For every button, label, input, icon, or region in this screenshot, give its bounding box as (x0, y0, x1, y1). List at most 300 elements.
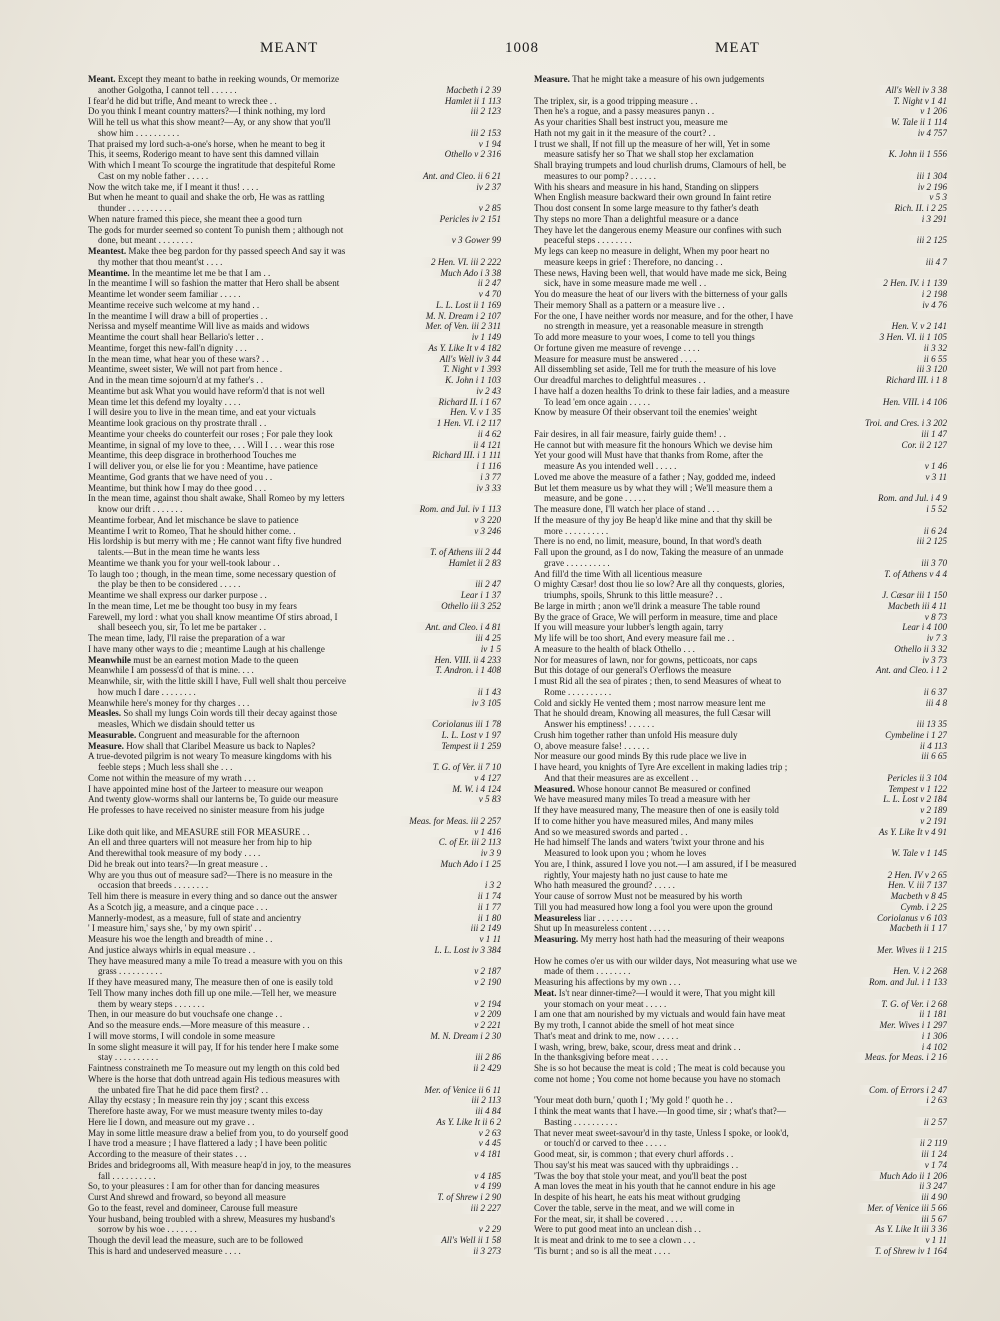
play-reference: Coriolanus v 6 103 (867, 913, 947, 924)
play-reference: T. Night v 1 393 (433, 364, 501, 375)
quotation-text: To lead 'em once again . . . . . (544, 396, 651, 407)
concordance-line (88, 708, 501, 719)
quotation-text: In the thanksgiving before meat . . . . (534, 1052, 668, 1063)
quotation-text: Rome . . . . . . . . . . (544, 686, 612, 697)
play-reference: All's Well ii 1 58 (431, 1235, 501, 1246)
headword: Meant. (88, 74, 116, 84)
concordance-line (534, 1203, 947, 1214)
quotation-text: If they have measured many, The measure then of one is easily told (534, 805, 779, 815)
play-reference: iii 4 84 (465, 1106, 501, 1117)
concordance-line (88, 880, 501, 891)
concordance-line (88, 246, 501, 257)
quotation-text: show him . . . . . . . . . . (98, 127, 180, 138)
quotation-text: Brides and bridegrooms all, With measure heap'd in joy, to the measures (88, 1159, 351, 1170)
quotation-text: I trust we shall, If not fill up the measure of her will, Yet in some (534, 138, 770, 149)
quotation-text: But this dotage of our general's O'erflows the measure (534, 665, 732, 676)
concordance-line (534, 1192, 947, 1203)
play-reference: L. L. Lost iv 3 384 (425, 945, 501, 956)
concordance-line (534, 375, 947, 386)
concordance-line (88, 676, 501, 687)
concordance-line (534, 1171, 947, 1182)
concordance-line (88, 472, 501, 483)
play-reference: Much Ado ii 1 206 (869, 1171, 947, 1182)
quotation-text: Congruent and measurable for the afternoon (138, 729, 300, 740)
concordance-line (534, 880, 947, 891)
quotation-text: If they have measured many, The measure then of one is easily told (88, 977, 333, 987)
concordance-line (534, 579, 947, 590)
play-reference: T. of Shrew i 2 90 (427, 1192, 501, 1203)
quotation-text: And so the measure ends.—More measure of this measure . . (88, 1020, 310, 1030)
concordance-line (88, 569, 501, 580)
quotation-text: But let them measure us by what they will ; We'll measure them a (534, 482, 773, 493)
quotation-text: In the mean time, what hear you of these wars? . . (88, 353, 269, 364)
play-reference: Rich. II. i 2 25 (884, 203, 947, 214)
play-reference: Tempest ii 1 259 (431, 741, 501, 752)
concordance-line (534, 257, 947, 268)
concordance-line (534, 418, 947, 429)
concordance-line (88, 375, 501, 386)
quotation-text: This, it seems, Roderigo meant to have sent this damned villain (88, 149, 319, 160)
concordance-line (534, 698, 947, 709)
concordance-line (88, 1052, 501, 1063)
quotation-text: He professes to have received no sinister measure from his judge (88, 805, 325, 815)
concordance-line (88, 1171, 501, 1182)
play-reference: Cymbeline i 1 27 (875, 730, 947, 741)
play-reference: v 4 70 (469, 289, 501, 300)
play-reference: Richard III. i 1 8 (876, 375, 947, 386)
play-reference: All's Well iv 3 44 (430, 354, 501, 365)
concordance-line (534, 483, 947, 494)
play-reference: W. Tale ii 1 114 (881, 117, 947, 128)
quotation-text: more . . . . . . . . . . (544, 525, 609, 536)
concordance-line (534, 569, 947, 580)
running-header (90, 40, 910, 64)
quotation-text: I think the meat wants that I have.—In good time, sir ; what's that?— (534, 1106, 786, 1116)
concordance-line (534, 590, 947, 601)
quotation-text: Or fortune given me measure of revenge . . . . (534, 342, 700, 353)
concordance-line (88, 719, 501, 730)
play-reference: Othello ii 3 32 (884, 644, 947, 655)
quotation-text: Meanwhile, sir, with the little skill I have, Full well shalt thou perceive (88, 676, 346, 686)
play-reference: iii 2 86 (465, 1052, 501, 1063)
play-reference: Meas. for Meas. iii 2 257 (399, 816, 501, 827)
concordance-line (88, 1106, 501, 1117)
concordance-line (88, 300, 501, 311)
quotation-text: them by weary steps . . . . . . . (98, 998, 205, 1009)
concordance-line (88, 848, 501, 859)
play-reference: v 4 45 (469, 1138, 501, 1149)
play-reference: T. of Athens v 4 4 (874, 569, 947, 580)
quotation-text: To laugh too ; though, in the mean time, some necessary question of (88, 568, 336, 579)
concordance-line (88, 1117, 501, 1128)
play-reference: As Y. Like It ii 6 2 (426, 1117, 501, 1128)
play-reference: Macbeth i 2 39 (436, 85, 501, 96)
quotation-text: Loved me above the measure of a father ; Nay, godded me, indeed (534, 471, 776, 482)
quotation-text: And in the mean time sojourn'd at my father's . . (88, 375, 264, 385)
quotation-text: grave . . . . . . . . . . (544, 557, 610, 568)
headword: Measuring. (534, 934, 579, 944)
concordance-line (534, 289, 947, 300)
play-reference: ii 2 119 (910, 1138, 947, 1149)
quotation-text: As your charities Shall best instruct you, measure me (534, 117, 728, 127)
concordance-line (88, 805, 501, 816)
quotation-text: I will deliver you, or else lie for you : Meantime, have patience (88, 461, 318, 471)
play-reference: v 5 3 (919, 192, 947, 203)
concordance-line (88, 85, 501, 96)
concordance-line (534, 708, 947, 719)
play-reference: ii 3 32 (914, 343, 947, 354)
quotation-text: come not home ; You come not home because you have no stomach (534, 1073, 781, 1084)
quotation-text: Where is the horse that doth untread again His tedious measures with (88, 1073, 340, 1084)
quotation-text: When nature framed this piece, she meant thee a good turn (88, 213, 302, 224)
concordance-line (534, 332, 947, 343)
concordance-line (534, 386, 947, 397)
quotation-text: And so we measured swords and parted . . (534, 826, 688, 837)
concordance-line (534, 1214, 947, 1225)
headword: Measure. (88, 740, 124, 751)
concordance-line (534, 1246, 947, 1257)
quotation-text: In the meantime I will draw a bill of properties . . (88, 310, 268, 321)
concordance-line (534, 472, 947, 483)
quotation-text: Be large in mirth ; anon we'll drink a measure The table round (534, 600, 761, 611)
concordance-line (88, 698, 501, 709)
quotation-text: Shall braying trumpets and loud churlish drums, Clamours of hell, be (534, 160, 787, 170)
play-reference: W. Tale v 1 145 (881, 848, 947, 859)
quotation-text: how much I dare . . . . . . . . (98, 686, 196, 697)
quotation-text: Meantime look gracious on thy prostrate thrall . . (88, 418, 267, 428)
concordance-line (88, 923, 501, 934)
concordance-line (88, 418, 501, 429)
play-reference: iii 2 123 (461, 106, 501, 117)
quotation-text: Do you think I meant country matters?—I think nothing, my lord (88, 106, 326, 117)
quotation-text: the play be then to be considered . . . . . (98, 579, 241, 590)
quotation-text: I have many other ways to die ; meantime Laugh at his challenge (88, 643, 325, 654)
concordance-line (534, 784, 947, 795)
concordance-line (88, 1009, 501, 1020)
concordance-line (88, 1203, 501, 1214)
quotation-text: I am one that am nourished by my victuals and would fain have meat (534, 1009, 786, 1020)
quotation-text: A man loves the meat in his youth that he cannot endure in his age (534, 1181, 776, 1192)
concordance-line (88, 988, 501, 999)
play-reference: Pericles ii 3 104 (877, 773, 947, 784)
play-reference: T. of Athens iii 2 44 (420, 547, 501, 558)
quotation-text: thunder . . . . . . . . . . (98, 203, 172, 213)
concordance-line (534, 1095, 947, 1106)
quotation-text: Measure his woe the length and breadth of mine . . (88, 934, 273, 944)
concordance-line (88, 192, 501, 203)
concordance-line (88, 321, 501, 332)
play-reference: 2 Hen. IV. i 1 139 (873, 278, 947, 289)
play-reference: v 8 73 (915, 612, 947, 623)
play-reference: Mer. Wives i 1 297 (870, 1020, 947, 1031)
play-reference: Com. of Errors i 2 47 (859, 1085, 947, 1096)
quotation-text: And fill'd the time With all licentious measure (534, 568, 703, 579)
play-reference: ii 4 121 (463, 440, 501, 451)
play-reference: J. Cæsar iii 1 150 (872, 590, 947, 601)
play-reference: ii 6 24 (914, 526, 947, 537)
concordance-line (534, 966, 947, 977)
play-reference: v 4 127 (464, 773, 501, 784)
concordance-line (88, 741, 501, 752)
quotation-text: Meanwhile here's money for thy charges . . . (88, 697, 250, 708)
play-reference: v 1 74 (915, 1160, 947, 1171)
concordance-line (534, 139, 947, 150)
concordance-line (534, 504, 947, 515)
quotation-text: 'Your meat doth burn,' quoth I ; 'My gold !' quoth he . . (534, 1095, 733, 1106)
quotation-text: That's meat and drink to me, now . . . . . (534, 1030, 679, 1041)
concordance-line (88, 117, 501, 128)
concordance-line (534, 1224, 947, 1235)
quotation-text: Shut up In measureless content . . . . . (534, 923, 670, 934)
play-reference: ii 4 113 (910, 741, 947, 752)
concordance-line (88, 106, 501, 117)
concordance-line (88, 913, 501, 924)
play-reference: Hen. VIII. ii 4 233 (424, 655, 501, 666)
quotation-text: Meanwhile I am possess'd of that is mine. . . . (88, 665, 254, 676)
concordance-line (534, 85, 947, 96)
quotation-text: Thou dost consent In some large measure to thy father's death (534, 203, 759, 213)
quotation-text: When English measure backward their own ground In faint retire (534, 192, 772, 203)
play-reference: iii 2 47 (465, 579, 501, 590)
quotation-text: Till you had measured how long a fool you were upon the ground (534, 901, 773, 912)
quotation-text: grass . . . . . . . . . . (98, 966, 163, 977)
quotation-text: or touch'd or carved to thee . . . . . (544, 1138, 667, 1149)
quotation-text: In the mean time, Let me be thought too busy in my fears (88, 600, 297, 611)
play-reference: iv 7 3 (917, 633, 947, 644)
concordance-line (88, 96, 501, 107)
concordance-line (534, 321, 947, 332)
quotation-text: O, above measure false! . . . . . . (534, 740, 650, 751)
play-reference: v 3 11 (915, 472, 947, 483)
quotation-text: Good meat, sir, is common ; that every churl affords . . (534, 1149, 734, 1159)
quotation-text: Meantime, sweet sister, We will not part from hence . (88, 364, 283, 375)
headword: Measurable. (88, 729, 137, 740)
quotation-text: Nor for measures of lawn, nor for gowns, petticoats, nor caps (534, 654, 757, 665)
play-reference: v 2 187 (464, 966, 501, 977)
concordance-line (88, 622, 501, 633)
quotation-text: Farewell, my lord : what you shall know meantime Of stirs abroad, I (88, 611, 338, 622)
quotation-text: They have measured many a mile To tread a measure with you on this (88, 955, 343, 966)
play-reference: Troi. and Cres. i 3 202 (855, 418, 947, 429)
play-reference: iii 1 24 (911, 1149, 947, 1160)
play-reference: v 2 63 (469, 1128, 501, 1139)
quotation-text: I will move storms, I will condole in some measure (88, 1030, 275, 1041)
quotation-text: Meantime let wonder seem familiar . . . . . (88, 289, 241, 299)
quotation-text: Like doth quit like, and MEASURE still FOR MEASURE . . (88, 826, 310, 837)
concordance-line (88, 547, 501, 558)
quotation-text: Meantime we shall express our darker purpose . . (88, 590, 267, 600)
concordance-line (534, 762, 947, 773)
concordance-line (534, 160, 947, 171)
play-reference: Othello iii 3 252 (431, 601, 501, 612)
concordance-line (534, 1106, 947, 1117)
quotation-text: To add more measure to your woes, I come to tell you things (534, 332, 755, 342)
concordance-line (534, 1085, 947, 1096)
play-reference: v 2 221 (464, 1020, 501, 1031)
play-reference: Othello v 2 316 (435, 149, 501, 160)
concordance-line (88, 999, 501, 1010)
concordance-line (534, 816, 947, 827)
quotation-text: 'Twas the boy that stole your meat, and you'll beat the post (534, 1170, 747, 1181)
quotation-text: By the grace of Grace, We will perform in measure, time and place (534, 611, 778, 622)
concordance-line (534, 1149, 947, 1160)
quotation-text: O mighty Cæsar! dost thou lie so low? Are all thy conquests, glories, (534, 579, 785, 590)
quotation-text: thy mother that thou meant'st . . . . (98, 256, 223, 267)
concordance-line (534, 429, 947, 440)
concordance-line (88, 268, 501, 279)
quotation-text: rightly, Your majesty hath no just cause to hate me (544, 869, 728, 880)
quotation-text: Make thee beg pardon for thy passed speech And say it was (128, 246, 346, 256)
play-reference: Mer. Wives ii 1 215 (867, 945, 947, 956)
right-column (534, 74, 947, 1257)
concordance-line (88, 74, 501, 85)
quotation-text: For the meat, sir, it shall be covered . . . . (534, 1213, 683, 1224)
concordance-line (88, 837, 501, 848)
quotation-text: Fair desires, in all fair measure, fairly guide them! . . (534, 428, 726, 439)
play-reference: v 2 191 (910, 816, 947, 827)
quotation-text: Their memory Shall as a pattern or a measure live . . (534, 299, 725, 310)
concordance-line (88, 945, 501, 956)
play-reference: v 1 11 (469, 934, 501, 945)
play-reference: Cor. ii 2 127 (892, 440, 947, 451)
play-reference: iii 13 35 (907, 719, 947, 730)
quotation-text: Cast on my noble father . . . . . (98, 170, 209, 181)
quotation-text: And twenty glow-worms shall our lanterns be, To guide our measure (88, 794, 338, 805)
play-reference: 3 Hen. VI. ii 1 105 (870, 332, 947, 343)
quotation-text: And justice always whirls in equal measure . . (88, 944, 256, 955)
play-reference: iii 4 90 (911, 1192, 947, 1203)
quotation-text: Go to the feast, revel and domineer, Carouse full measure (88, 1202, 298, 1213)
play-reference: v 1 11 (915, 1235, 947, 1246)
play-reference: Hen. VIII. i 4 106 (873, 397, 947, 408)
headword: Measured. (534, 783, 576, 794)
play-reference: Mer. of Ven. iii 2 311 (416, 321, 501, 332)
play-reference: i 5 52 (916, 504, 947, 515)
play-reference: Richard III. i 1 111 (422, 450, 501, 461)
play-reference: M. W. i 4 124 (442, 784, 501, 795)
play-reference: ii 1 43 (468, 687, 501, 698)
quotation-text: Cover the table, serve in the meat, and we will come in (534, 1202, 735, 1213)
play-reference: M. N. Dream i 2 30 (420, 1031, 501, 1042)
concordance-line (88, 504, 501, 515)
concordance-line (88, 891, 501, 902)
quotation-text: measles, Which we disdain should tetter us (98, 719, 255, 729)
quotation-text: Meantime, but think how I may do thee good . . . (88, 482, 267, 493)
quotation-text: Curst And shrewd and froward, so beyond all measure (88, 1192, 286, 1202)
concordance-line (88, 493, 501, 504)
concordance-line (88, 257, 501, 268)
concordance-line (534, 558, 947, 569)
concordance-line (88, 1042, 501, 1053)
page-number: 1008 (505, 40, 539, 56)
play-reference: i 1 306 (912, 1031, 947, 1042)
play-reference: Macbeth iii 4 11 (878, 601, 947, 612)
concordance-line (88, 364, 501, 375)
concordance-line (88, 160, 501, 171)
play-reference: v 4 181 (464, 1149, 501, 1160)
play-reference: iv 2 43 (466, 386, 501, 397)
quotation-text: With his shears and measure in his hand, Standing on slippers (534, 181, 759, 192)
concordance-line (88, 450, 501, 461)
quotation-text: As a Scotch jig, a measure, and a cinque pace . . . (88, 901, 268, 912)
headword: Measles. (88, 708, 122, 719)
concordance-line (534, 407, 947, 418)
quotation-text: He had himself The lands and waters 'twixt your throne and his (534, 837, 765, 848)
concordance-line (534, 278, 947, 289)
concordance-line (534, 246, 947, 257)
quotation-text: Fall upon the ground, as I do now, Taking the measure of an unmade (534, 547, 784, 557)
concordance-line (534, 956, 947, 967)
concordance-line (88, 1160, 501, 1171)
quotation-text: Measured to look upon you ; whom he loves (544, 848, 707, 858)
concordance-line (534, 192, 947, 203)
quotation-text: That praised my lord such-a-one's horse, when he meant to beg it (88, 138, 325, 149)
quotation-text: If the measure of thy joy Be heap'd like mine and that thy skill be (534, 514, 773, 525)
quotation-text: Did he break out into tears?—In great measure . . (88, 858, 268, 869)
concordance-line (88, 665, 501, 676)
concordance-line (534, 902, 947, 913)
quotation-text: You do measure the heat of our livers with the bitterness of your galls (534, 289, 788, 299)
play-reference: iv 3 33 (466, 483, 501, 494)
concordance-line (88, 289, 501, 300)
concordance-line (534, 526, 947, 537)
concordance-line (534, 870, 947, 881)
quotation-text: Meantime, in signal of my love to thee, . . . Will I . . . wear this rose (88, 439, 335, 450)
quotation-text: your stomach on your meat . . . . . (544, 998, 667, 1009)
quotation-text: How shall that Claribel Measure us back to Naples? (126, 740, 316, 751)
quotation-text: Then he's a rogue, and a passy measures panyn . . (534, 106, 715, 117)
quotation-text: shall beseech you, sir, To let me be partaker . . (98, 622, 267, 633)
play-reference: v 2 190 (464, 977, 501, 988)
concordance-line (534, 182, 947, 193)
play-reference: ii 6 37 (914, 687, 947, 698)
concordance-line (88, 730, 501, 741)
quotation-text: fall . . . . . . . . . . (98, 1170, 156, 1181)
play-reference: iii 2 125 (907, 235, 947, 246)
play-reference: iii 2 113 (461, 1095, 501, 1106)
concordance-line (88, 461, 501, 472)
concordance-line (534, 633, 947, 644)
headword: Meantime. (88, 267, 130, 278)
quotation-text: The measure done, I'll watch her place of stand . . . (534, 504, 720, 514)
quotation-text: Your cause of sorrow Must not be measured by his worth (534, 891, 743, 901)
quotation-text: occasion that breeds . . . . . . . . (98, 880, 209, 891)
concordance-line (88, 827, 501, 838)
quotation-text: That he might take a measure of his own judgements (572, 74, 765, 84)
quotation-text: know our drift . . . . . . . (98, 504, 183, 514)
quotation-text: Yet your good will Must have that thanks from Rome, after the (534, 450, 763, 461)
concordance-line (534, 440, 947, 451)
play-reference: Macbeth ii 1 17 (880, 923, 947, 934)
quotation-text: She is so hot because the meat is cold ; The meat is cold because you (534, 1063, 786, 1073)
quotation-text: must be an earnest motion Made to the queen (133, 654, 299, 665)
concordance-line (88, 1224, 501, 1235)
play-reference: As Y. Like It v 4 182 (418, 343, 501, 354)
play-reference: i 1 116 (466, 461, 501, 472)
quotation-text: I have half a dozen healths To drink to these fair ladies, and a measure (534, 385, 790, 396)
concordance-line (534, 687, 947, 698)
quotation-text: Though the devil lead the measure, such are to be followed (88, 1235, 303, 1245)
headword: Measure. (534, 74, 570, 84)
concordance-line (88, 1095, 501, 1106)
concordance-line (534, 300, 947, 311)
concordance-line (88, 902, 501, 913)
play-reference: iv 4 757 (908, 128, 947, 139)
play-reference: iv 2 196 (908, 182, 947, 193)
play-reference: v 3 220 (464, 515, 501, 526)
concordance-line (88, 1246, 501, 1257)
quotation-text: Mannerly-modest, as a measure, full of state and ancientry (88, 912, 302, 923)
